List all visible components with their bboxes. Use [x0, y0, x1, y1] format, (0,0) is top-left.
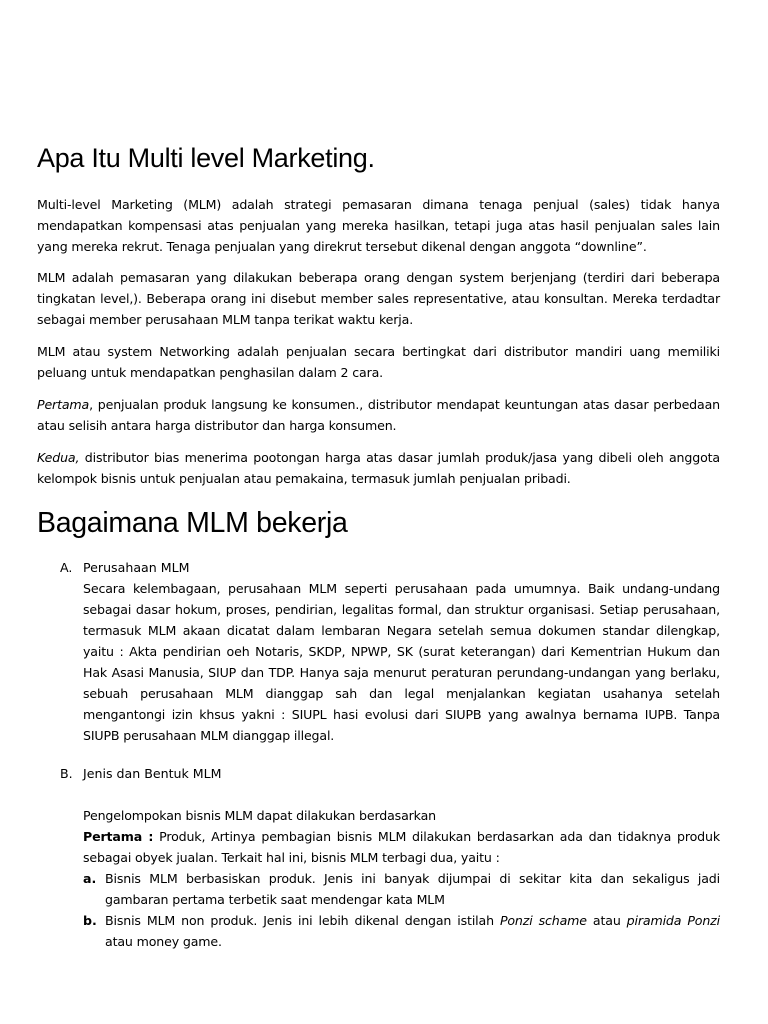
paragraph-pertama	[37, 394, 720, 436]
sub-item-a-text: Bisnis MLM berbasiskan produk. Jenis ini banyak dijumpai di sekitar kita dan sekaligus jadi gambaran pertama terbetik saat mendengar kata MLM	[105, 871, 720, 907]
item-a-title: Perusahaan MLM	[83, 560, 190, 575]
sub-item-b	[83, 910, 720, 952]
item-b-pertama	[83, 826, 720, 868]
list-item-a	[37, 557, 720, 746]
paragraph-mlm-networking: MLM atau system Networking adalah penjualan secara bertingkat dari distributor mandiri uang memiliki peluang untuk mendapatkan penghasilan dalam 2 cara.	[37, 344, 720, 380]
sub-b-text-2: atau	[586, 913, 627, 928]
heading-mlm-definition: Apa Itu Multi level Marketing.	[37, 143, 375, 173]
text-b-pertama: Produk, Artinya pembagian bisnis MLM dilakukan berdasarkan ada dan tidaknya produk sebagai obyek jualan. Terkait hal ini, bisnis MLM terbagi dua, yaitu :	[83, 829, 720, 865]
sub-item-a	[83, 868, 720, 910]
sub-b-italic-1: Ponzi schame	[499, 913, 587, 928]
paragraph-kedua	[37, 447, 720, 489]
lead-b-pertama: Pertama :	[83, 829, 154, 844]
lead-pertama: Pertama	[37, 397, 90, 412]
sub-marker-a: a.	[83, 871, 97, 886]
item-b-title: Jenis dan Bentuk MLM	[83, 766, 222, 781]
sub-b-italic-2: piramida Ponzi	[626, 913, 720, 928]
list-marker-a: A.	[60, 560, 73, 575]
list-marker-b: B.	[60, 766, 73, 781]
text-pertama: , penjualan produk langsung ke konsumen., distributor mendapat keuntungan atas dasar perbedaan atau selisih antara harga distributor dan harga konsumen.	[37, 397, 720, 433]
list-item-b	[37, 763, 720, 952]
sub-b-text-1: Bisnis MLM non produk. Jenis ini lebih dikenal dengan istilah	[105, 913, 500, 928]
paragraph-mlm-definition: Multi-level Marketing (MLM) adalah strategi pemasaran dimana tenaga penjual (sales) tidak hanya mendapatkan kompensasi atas penjualan yang mereka hasilkan, tetapi juga atas hasil penjualan sales lain yang mereka rekrut. Tenaga penjualan yang direkrut tersebut dikenal dengan anggota “downline”.	[37, 197, 720, 254]
sub-b-text-3: atau money game.	[105, 934, 222, 949]
item-b-intro: Pengelompokan bisnis MLM dapat dilakukan berdasarkan	[83, 808, 436, 823]
sub-marker-b: b.	[83, 913, 97, 928]
item-a-body: Secara kelembagaan, perusahaan MLM seperti perusahaan pada umumnya. Baik undang-undang sebagai dasar hokum, proses, pendirian, legalitas formal, dan struktur organisasi. Setiap perusahaan, termasuk MLM akaan dicatat dalam lembaran Negara setelah semua dokumen standar dilengkap, yaitu : Akta pendirian oeh Notaris, SKDP, NPWP, SK (surat keterangan) dari Kementrian Hukum dan Hak Asasi Manusia, SIUP dan TDP. Hanya saja menurut peraturan perundang-undangan yang berlaku, sebuah perusahaan MLM dianggap sah dan legal menjalankan kegiatan usahanya setelah mengantongi izin khsus yakni : SIUPL hasi evolusi dari SIUPB yang awalnya bernama IUPB. Tanpa SIUPB perusahaan MLM dianggap illegal.	[83, 581, 720, 743]
lead-kedua: Kedua,	[37, 450, 80, 465]
paragraph-mlm-levels: MLM adalah pemasaran yang dilakukan beberapa orang dengan system berjenjang (terdiri dari beberapa tingkatan level,). Beberapa orang ini disebut member sales representative, atau konsultan. Mereka terdadtar sebagai member perusahaan MLM tanpa terikat waktu kerja.	[37, 270, 720, 327]
sub-item-b-text	[105, 910, 720, 952]
text-kedua: distributor bias menerima pootongan harga atas dasar jumlah produk/jasa yang dibeli oleh anggota kelompok bisnis untuk penjualan atau pemakaina, termasuk jumlah penjualan pribadi.	[37, 450, 720, 486]
heading-how-mlm-works: Bagaimana MLM bekerja	[37, 507, 348, 539]
